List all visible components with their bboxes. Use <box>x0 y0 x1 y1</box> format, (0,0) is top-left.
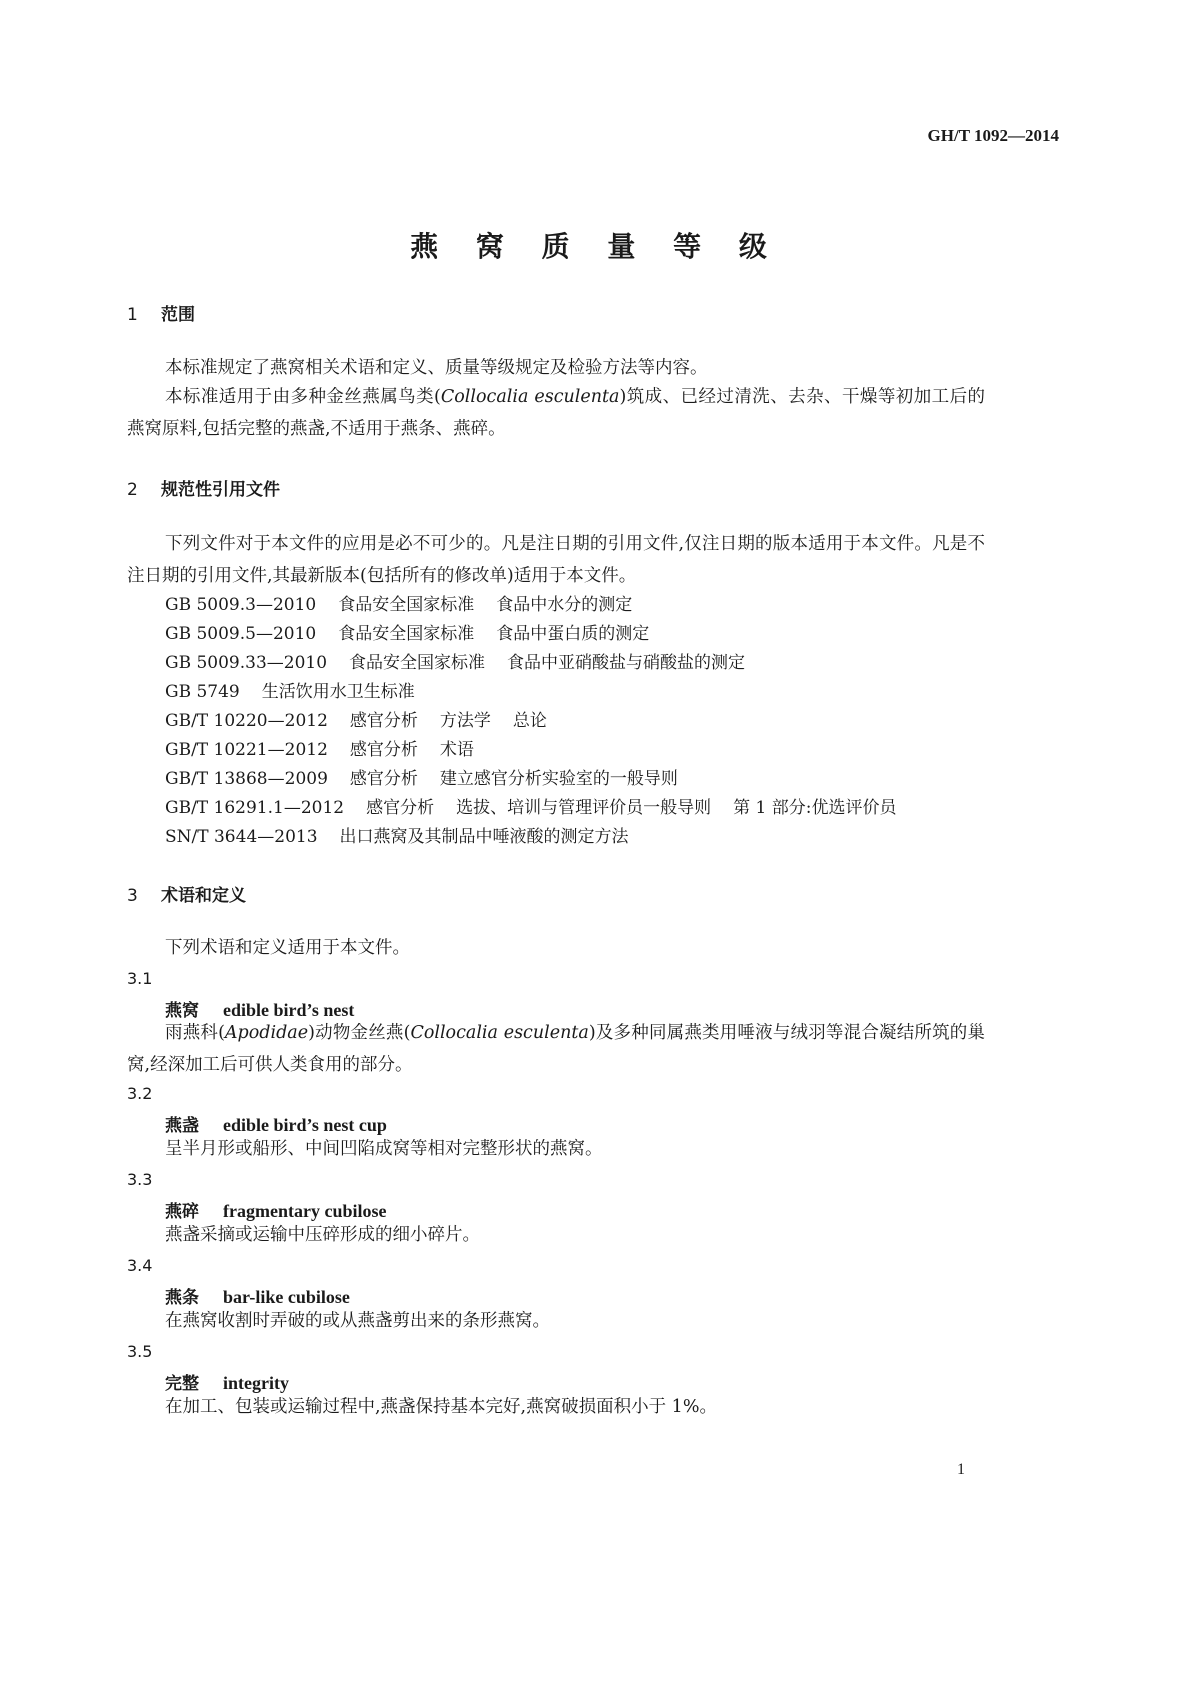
clause-number: 3.1 <box>127 969 153 988</box>
reference-code: GB 5009.3—2010 <box>165 595 317 615</box>
scope-paragraph-2 <box>127 381 985 445</box>
reference-item <box>165 619 649 644</box>
standard-code: GH/T 1092—2014 <box>927 126 1059 145</box>
reference-item <box>165 735 474 760</box>
reference-title: 感官分析 <box>349 769 418 789</box>
section-number: 1 <box>127 305 138 325</box>
reference-code: GB/T 10221—2012 <box>165 740 328 760</box>
section-2-heading <box>127 475 280 500</box>
reference-title: 建立感官分析实验室的一般导则 <box>439 769 678 789</box>
text-run: 本标准适用于由多种金丝燕属鸟类( <box>165 387 441 407</box>
reference-item <box>165 677 415 702</box>
reference-title: 食品安全国家标准 <box>338 595 475 615</box>
reference-item <box>165 822 629 847</box>
clause-number: 3.2 <box>127 1084 153 1103</box>
reference-code: GB/T 10220—2012 <box>165 711 328 731</box>
term-en: edible bird’s nest cup <box>223 1115 387 1135</box>
term-zh: 完整 <box>165 1374 199 1394</box>
term-zh: 燕盏 <box>165 1116 199 1136</box>
reference-title: 感官分析 <box>366 798 435 818</box>
reference-item <box>165 793 896 818</box>
reference-title: 方法学 <box>439 711 491 731</box>
reference-item <box>165 590 632 615</box>
text-run: 雨燕科( <box>165 1023 225 1043</box>
reference-title: 出口燕窝及其制品中唾液酸的测定方法 <box>339 827 629 847</box>
reference-title: 感官分析 <box>349 711 418 731</box>
reference-code: GB 5009.33—2010 <box>165 653 328 673</box>
reference-title: 食品中水分的测定 <box>496 595 633 615</box>
term-en: integrity <box>223 1373 289 1393</box>
reference-code: SN/T 3644—2013 <box>165 827 318 847</box>
terms-intro: 下列术语和定义适用于本文件。 <box>165 938 410 958</box>
section-number: 2 <box>127 480 138 500</box>
reference-title: 食品安全国家标准 <box>338 624 475 644</box>
document-title: 燕 窝 质 量 等 级 <box>410 230 781 263</box>
latin-name: Collocalia esculenta <box>410 1023 589 1043</box>
section-number: 3 <box>127 886 138 906</box>
reference-code: GB 5009.5—2010 <box>165 624 317 644</box>
reference-title: 食品中蛋白质的测定 <box>496 624 650 644</box>
text-run: )筑成、已经过清洗、去杂、干燥等初加工后的燕窝原料,包括完整的燕盏,不适用于燕条、燕碎。 <box>127 387 986 439</box>
section-title: 术语和定义 <box>161 886 246 906</box>
reference-code: GB 5749 <box>165 682 240 702</box>
term-en: bar-like cubilose <box>223 1287 350 1307</box>
term-definition: 呈半月形或船形、中间凹陷成窝等相对完整形状的燕窝。 <box>165 1139 603 1159</box>
term-definition: 燕盏采摘或运输中压碎形成的细小碎片。 <box>165 1225 480 1245</box>
clause-number: 3.5 <box>127 1342 153 1361</box>
latin-name: Apodidae <box>224 1023 309 1043</box>
clause-number: 3.3 <box>127 1170 153 1189</box>
section-3-heading <box>127 881 246 906</box>
page-number: 1 <box>957 1461 965 1478</box>
reference-title: 生活饮用水卫生标准 <box>261 682 415 702</box>
reference-title: 食品中亚硝酸盐与硝酸盐的测定 <box>507 653 746 673</box>
text-run: )及多种同属燕类用唾液与绒羽等混合凝结所筑的巢窝,经深加工后可供人类食用的部分。 <box>127 1023 986 1075</box>
section-title: 规范性引用文件 <box>161 480 280 500</box>
term-en: fragmentary cubilose <box>223 1201 387 1221</box>
text-run: )动物金丝燕( <box>308 1023 411 1043</box>
reference-item <box>165 706 547 731</box>
reference-title: 感官分析 <box>349 740 418 760</box>
latin-name: Collocalia esculenta <box>440 387 620 407</box>
references-intro: 下列文件对于本文件的应用是必不可少的。凡是注日期的引用文件,仅注日期的版本适用于本文件。凡是不注日期的引用文件,其最新版本(包括所有的修改单)适用于本文件。 <box>127 534 985 586</box>
term-zh: 燕条 <box>165 1288 199 1308</box>
reference-item <box>165 648 745 673</box>
term-definition <box>127 1017 985 1081</box>
reference-title: 术语 <box>439 740 474 760</box>
reference-code: GB/T 16291.1—2012 <box>165 798 345 818</box>
term-definition: 在燕窝收割时弄破的或从燕盏剪出来的条形燕窝。 <box>165 1311 550 1331</box>
section-1-heading <box>127 300 195 325</box>
section-title: 范围 <box>161 305 195 325</box>
scope-paragraph-1: 本标准规定了燕窝相关术语和定义、质量等级规定及检验方法等内容。 <box>165 358 708 378</box>
reference-title: 选拔、培训与管理评价员一般导则 <box>456 798 712 818</box>
reference-code: GB/T 13868—2009 <box>165 769 328 789</box>
term-zh: 燕窝 <box>165 1001 199 1021</box>
term-definition: 在加工、包装或运输过程中,燕盏保持基本完好,燕窝破损面积小于 1%。 <box>165 1397 717 1417</box>
clause-number: 3.4 <box>127 1256 153 1275</box>
reference-item <box>165 764 678 789</box>
term-zh: 燕碎 <box>165 1202 199 1222</box>
reference-title: 食品安全国家标准 <box>349 653 486 673</box>
reference-title: 第 1 部分:优选评价员 <box>733 798 897 818</box>
reference-title: 总论 <box>512 711 547 731</box>
term-en: edible bird’s nest <box>223 1000 355 1020</box>
